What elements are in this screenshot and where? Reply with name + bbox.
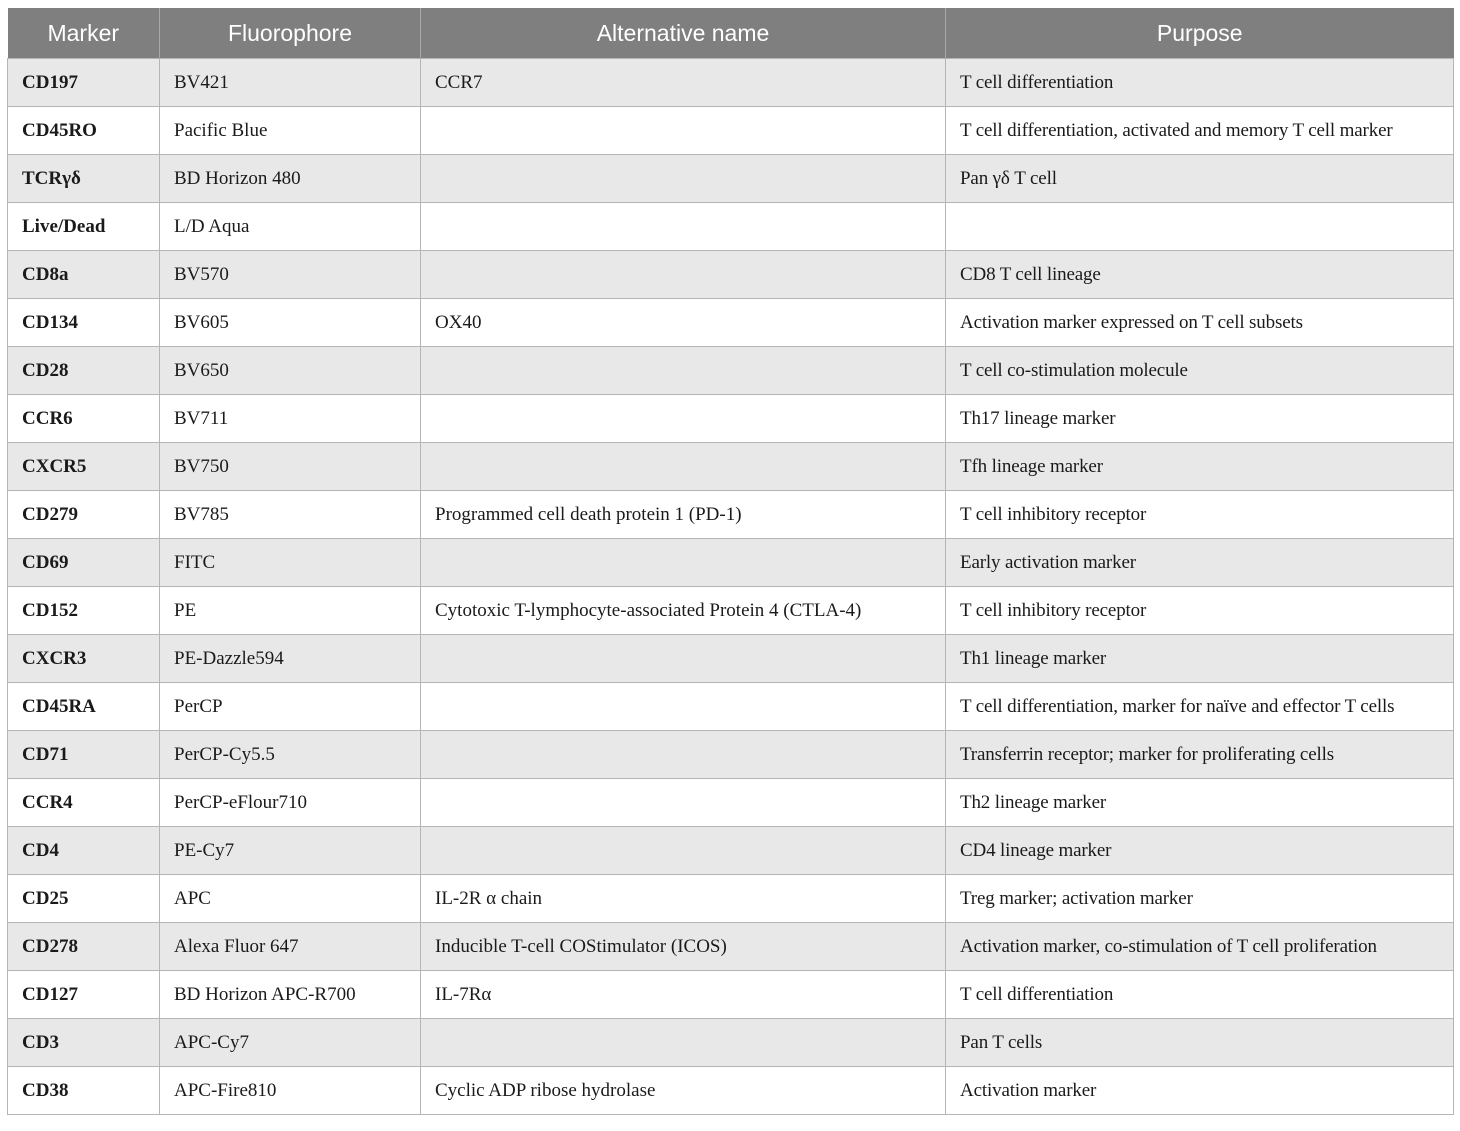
fluorophore-cell: PE [160, 587, 421, 635]
marker-cell: CD71 [8, 731, 160, 779]
fluorophore-cell: PerCP-eFlour710 [160, 779, 421, 827]
marker-cell: CD8a [8, 251, 160, 299]
alternative-name-cell: IL-7Rα [421, 971, 946, 1019]
table-row [8, 587, 1454, 635]
table-row [8, 683, 1454, 731]
marker-cell: Live/Dead [8, 203, 160, 251]
table-row [8, 299, 1454, 347]
alternative-name-cell [421, 635, 946, 683]
purpose-cell: Activation marker expressed on T cell subsets [946, 299, 1454, 347]
marker-cell: CD197 [8, 59, 160, 107]
table-row [8, 443, 1454, 491]
purpose-cell: Early activation marker [946, 539, 1454, 587]
header-marker: Marker [8, 8, 160, 59]
fluorophore-cell: BV785 [160, 491, 421, 539]
table-row [8, 635, 1454, 683]
purpose-cell: T cell differentiation [946, 59, 1454, 107]
marker-cell: CD25 [8, 875, 160, 923]
table-row [8, 251, 1454, 299]
purpose-cell: Th1 lineage marker [946, 635, 1454, 683]
table-body [8, 59, 1454, 1115]
purpose-cell: Activation marker [946, 1067, 1454, 1115]
header-purpose: Purpose [946, 8, 1454, 59]
alternative-name-cell [421, 683, 946, 731]
alternative-name-cell [421, 731, 946, 779]
marker-cell: CD127 [8, 971, 160, 1019]
table-row [8, 107, 1454, 155]
marker-cell: CXCR5 [8, 443, 160, 491]
fluorophore-cell: Alexa Fluor 647 [160, 923, 421, 971]
purpose-cell: T cell inhibitory receptor [946, 587, 1454, 635]
alternative-name-cell: OX40 [421, 299, 946, 347]
purpose-cell: Pan T cells [946, 1019, 1454, 1067]
table-row [8, 827, 1454, 875]
marker-cell: CD279 [8, 491, 160, 539]
alternative-name-cell: CCR7 [421, 59, 946, 107]
table-row [8, 59, 1454, 107]
marker-cell: CD4 [8, 827, 160, 875]
alternative-name-cell: Cytotoxic T-lymphocyte-associated Protein 4 (CTLA-4) [421, 587, 946, 635]
table-row [8, 1019, 1454, 1067]
purpose-cell: CD4 lineage marker [946, 827, 1454, 875]
fluorophore-cell: BD Horizon APC-R700 [160, 971, 421, 1019]
fluorophore-cell: BV750 [160, 443, 421, 491]
alternative-name-cell [421, 347, 946, 395]
header-row [8, 8, 1454, 59]
marker-cell: CD134 [8, 299, 160, 347]
fluorophore-cell: PerCP [160, 683, 421, 731]
alternative-name-cell [421, 827, 946, 875]
table-row [8, 203, 1454, 251]
purpose-cell [946, 203, 1454, 251]
table-row [8, 155, 1454, 203]
purpose-cell: CD8 T cell lineage [946, 251, 1454, 299]
purpose-cell: Treg marker; activation marker [946, 875, 1454, 923]
marker-cell: CD45RO [8, 107, 160, 155]
header-alternative-name: Alternative name [421, 8, 946, 59]
alternative-name-cell [421, 779, 946, 827]
fluorophore-cell: APC-Cy7 [160, 1019, 421, 1067]
alternative-name-cell: Inducible T-cell COStimulator (ICOS) [421, 923, 946, 971]
marker-cell: CD3 [8, 1019, 160, 1067]
fluorophore-cell: APC [160, 875, 421, 923]
purpose-cell: T cell co-stimulation molecule [946, 347, 1454, 395]
purpose-cell: Tfh lineage marker [946, 443, 1454, 491]
table-row [8, 923, 1454, 971]
purpose-cell: Th17 lineage marker [946, 395, 1454, 443]
table-row [8, 347, 1454, 395]
table-row [8, 731, 1454, 779]
marker-table [7, 8, 1454, 1115]
alternative-name-cell [421, 443, 946, 491]
fluorophore-cell: BV421 [160, 59, 421, 107]
fluorophore-cell: Pacific Blue [160, 107, 421, 155]
table-header [8, 8, 1454, 59]
fluorophore-cell: PE-Cy7 [160, 827, 421, 875]
fluorophore-cell: L/D Aqua [160, 203, 421, 251]
alternative-name-cell [421, 251, 946, 299]
fluorophore-cell: APC-Fire810 [160, 1067, 421, 1115]
purpose-cell: T cell differentiation [946, 971, 1454, 1019]
marker-cell: CXCR3 [8, 635, 160, 683]
marker-cell: CCR4 [8, 779, 160, 827]
marker-cell: TCRγδ [8, 155, 160, 203]
header-fluorophore: Fluorophore [160, 8, 421, 59]
table-row [8, 491, 1454, 539]
alternative-name-cell [421, 107, 946, 155]
fluorophore-cell: BV570 [160, 251, 421, 299]
fluorophore-cell: BD Horizon 480 [160, 155, 421, 203]
alternative-name-cell [421, 539, 946, 587]
marker-cell: CD45RA [8, 683, 160, 731]
fluorophore-cell: BV711 [160, 395, 421, 443]
fluorophore-cell: BV605 [160, 299, 421, 347]
alternative-name-cell [421, 203, 946, 251]
marker-cell: CD28 [8, 347, 160, 395]
marker-cell: CD152 [8, 587, 160, 635]
fluorophore-cell: PerCP-Cy5.5 [160, 731, 421, 779]
marker-cell: CD38 [8, 1067, 160, 1115]
fluorophore-cell: FITC [160, 539, 421, 587]
alternative-name-cell [421, 1019, 946, 1067]
purpose-cell: Th2 lineage marker [946, 779, 1454, 827]
purpose-cell: Transferrin receptor; marker for proliferating cells [946, 731, 1454, 779]
alternative-name-cell: Programmed cell death protein 1 (PD-1) [421, 491, 946, 539]
alternative-name-cell [421, 155, 946, 203]
alternative-name-cell [421, 395, 946, 443]
alternative-name-cell: IL-2R α chain [421, 875, 946, 923]
fluorophore-cell: BV650 [160, 347, 421, 395]
purpose-cell: Activation marker, co-stimulation of T cell proliferation [946, 923, 1454, 971]
fluorophore-cell: PE-Dazzle594 [160, 635, 421, 683]
purpose-cell: T cell differentiation, marker for naïve and effector T cells [946, 683, 1454, 731]
table-row [8, 395, 1454, 443]
table-row [8, 779, 1454, 827]
table-row [8, 875, 1454, 923]
alternative-name-cell: Cyclic ADP ribose hydrolase [421, 1067, 946, 1115]
table-row [8, 1067, 1454, 1115]
purpose-cell: T cell differentiation, activated and memory T cell marker [946, 107, 1454, 155]
purpose-cell: Pan γδ T cell [946, 155, 1454, 203]
marker-cell: CCR6 [8, 395, 160, 443]
marker-cell: CD69 [8, 539, 160, 587]
purpose-cell: T cell inhibitory receptor [946, 491, 1454, 539]
table-row [8, 539, 1454, 587]
table-row [8, 971, 1454, 1019]
marker-cell: CD278 [8, 923, 160, 971]
